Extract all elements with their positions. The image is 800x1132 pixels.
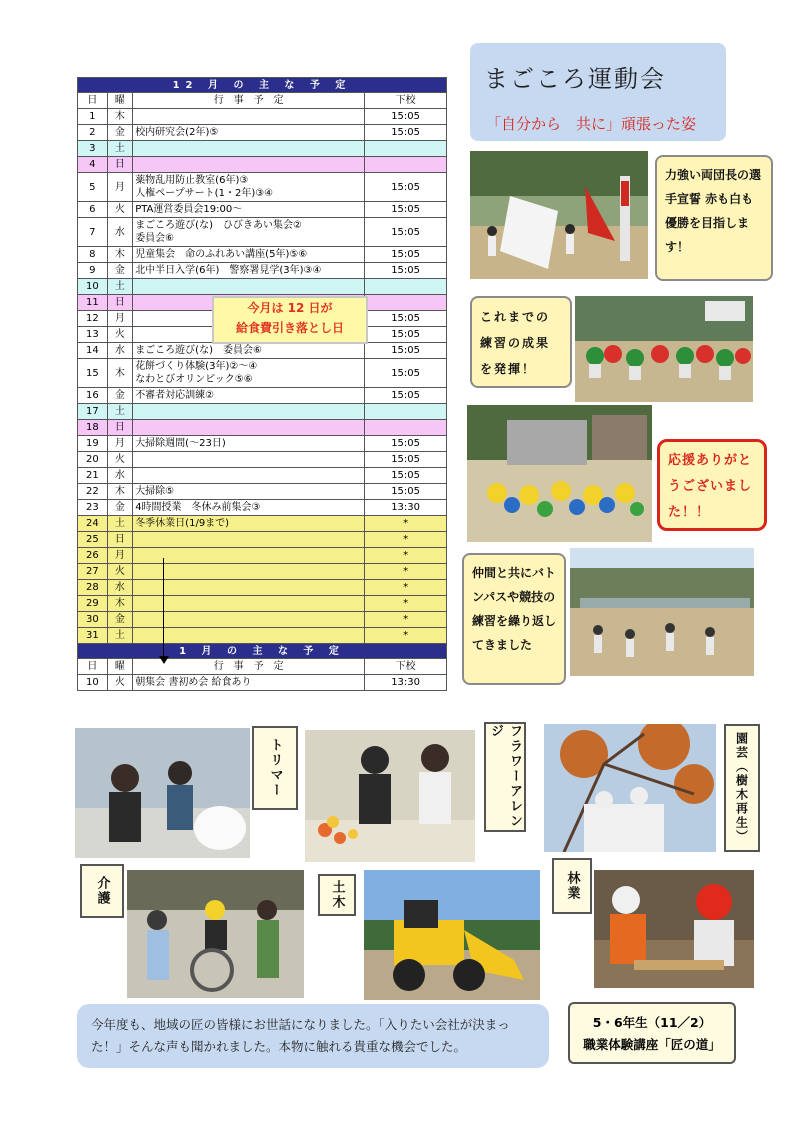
row-weekday: 土 — [107, 628, 133, 644]
row-weekday: 月 — [107, 436, 133, 452]
label-forestry: 林業 — [552, 858, 592, 914]
row-weekday: 木 — [107, 596, 133, 612]
closing-message: 今年度も、地域の匠の皆様にお世話になりました。「入りたい会社が決まった！」そんな声も聞かれました。本物に触れる貴重な機会でした。 — [77, 1004, 549, 1068]
row-weekday: 金 — [107, 500, 133, 516]
row-dismissal — [365, 295, 447, 311]
row-event: まごころ遊び(な) ひびきあい集会② 委員会⑥ — [133, 218, 365, 247]
row-weekday: 火 — [107, 452, 133, 468]
row-event — [133, 279, 365, 295]
row-event: 冬季休業日(1/9まで) — [133, 516, 365, 532]
row-day: 8 — [78, 247, 108, 263]
row-weekday: 日 — [107, 420, 133, 436]
row-day: 4 — [78, 157, 108, 173]
row-weekday: 水 — [107, 218, 133, 247]
row-day: 28 — [78, 580, 108, 596]
row-dismissal: 13:30 — [365, 500, 447, 516]
row-day: 1 — [78, 109, 108, 125]
row-day: 10 — [78, 675, 108, 691]
row-dismissal: 15:05 — [365, 484, 447, 500]
row-day: 7 — [78, 218, 108, 247]
row-day: 30 — [78, 612, 108, 628]
row-event — [133, 452, 365, 468]
schedule-row — [78, 109, 447, 125]
label-garden: 園芸（樹木再生） — [724, 724, 760, 852]
oath-note: 力強い両団長の選手宣誓 赤も白も優勝を目指します！ — [655, 155, 773, 281]
row-event — [133, 532, 365, 548]
row-day: 13 — [78, 327, 108, 343]
row-weekday: 木 — [107, 359, 133, 388]
row-weekday: 金 — [107, 263, 133, 279]
lunch-note-line2: 給食費引き落とし日 — [235, 321, 344, 335]
holiday-arrow-icon — [159, 656, 169, 664]
row-dismissal: 15:05 — [365, 311, 447, 327]
schedule-row — [78, 548, 447, 564]
schedule-row — [78, 612, 447, 628]
row-dismissal: * — [365, 564, 447, 580]
row-dismissal: * — [365, 548, 447, 564]
grade-line1: 5・6年生（11／2） — [592, 1015, 712, 1030]
row-dismissal: * — [365, 596, 447, 612]
row-day: 10 — [78, 279, 108, 295]
schedule-row — [78, 141, 447, 157]
label-trimmer: トリマー — [252, 726, 298, 810]
row-event: 花餅づくり体験(3年)②～④ なわとびオリンピック⑤⑥ — [133, 359, 365, 388]
row-weekday: 金 — [107, 612, 133, 628]
schedule-row — [78, 218, 447, 247]
row-weekday: 木 — [107, 484, 133, 500]
relay-note: 仲間と共にバトンパスや競技の練習を繰り返してきました — [462, 553, 566, 685]
january-title: 1 月 の 主 な 予 定 — [78, 644, 447, 659]
row-event: 朝集会 書初め会 給食あり — [133, 675, 365, 691]
garden-photo — [544, 724, 716, 852]
schedule-row — [78, 452, 447, 468]
row-weekday: 月 — [107, 311, 133, 327]
col-dismissal: 下校 — [365, 659, 447, 675]
row-event: 校内研究会(2年)⑤ — [133, 125, 365, 141]
row-day: 27 — [78, 564, 108, 580]
row-dismissal: 15:05 — [365, 468, 447, 484]
schedule-row — [78, 484, 447, 500]
row-day: 23 — [78, 500, 108, 516]
schedule-row — [78, 404, 447, 420]
row-dismissal — [365, 141, 447, 157]
row-event — [133, 109, 365, 125]
row-event: 不審者対応訓練② — [133, 388, 365, 404]
schedule-row — [78, 125, 447, 141]
row-dismissal: 15:05 — [365, 109, 447, 125]
schedule-row — [78, 157, 447, 173]
schedule-row — [78, 202, 447, 218]
col-day: 日 — [78, 93, 108, 109]
schedule-row — [78, 516, 447, 532]
row-weekday: 土 — [107, 279, 133, 295]
row-day: 2 — [78, 125, 108, 141]
label-flower: フラワーアレンジ — [484, 722, 526, 832]
row-event — [133, 628, 365, 644]
oath-photo — [470, 151, 648, 279]
label-care: 介護 — [80, 864, 124, 918]
row-day: 22 — [78, 484, 108, 500]
row-weekday: 日 — [107, 532, 133, 548]
row-event: 大掃除⑤ — [133, 484, 365, 500]
festival-title: まごころ運動会 — [484, 65, 666, 93]
schedule-row — [78, 388, 447, 404]
grade-line2: 職業体験講座「匠の道」 — [583, 1037, 721, 1052]
row-event: 大掃除週間(～23日) — [133, 436, 365, 452]
row-day: 24 — [78, 516, 108, 532]
festival-title-box — [470, 43, 726, 141]
schedule-row — [78, 675, 447, 691]
row-weekday: 火 — [107, 202, 133, 218]
row-dismissal: 15:05 — [365, 436, 447, 452]
row-event — [133, 580, 365, 596]
row-dismissal: 15:05 — [365, 327, 447, 343]
row-event — [133, 548, 365, 564]
row-dismissal: * — [365, 580, 447, 596]
row-dismissal: 15:05 — [365, 218, 447, 247]
col-dismissal: 下校 — [365, 93, 447, 109]
row-weekday: 木 — [107, 247, 133, 263]
row-event: PTA運営委員会19:00～ — [133, 202, 365, 218]
thanks-note: 応援ありがとうございました！！ — [657, 439, 767, 531]
schedule-row — [78, 468, 447, 484]
civil-photo — [364, 870, 540, 1000]
flower-photo — [305, 730, 475, 862]
row-day: 26 — [78, 548, 108, 564]
schedule-row — [78, 596, 447, 612]
row-dismissal — [365, 420, 447, 436]
col-weekday: 曜 — [107, 93, 133, 109]
row-weekday: 火 — [107, 564, 133, 580]
row-dismissal: 15:05 — [365, 125, 447, 141]
row-weekday: 金 — [107, 125, 133, 141]
schedule-table — [77, 77, 447, 691]
festival-subtitle: 「自分から 共に」頑張った姿 — [486, 115, 697, 133]
schedule-row — [78, 436, 447, 452]
row-day: 6 — [78, 202, 108, 218]
row-weekday: 日 — [107, 295, 133, 311]
forestry-photo — [594, 870, 754, 988]
row-day: 9 — [78, 263, 108, 279]
row-event — [133, 141, 365, 157]
row-event: まごころ遊び(な) 委員会⑥ — [133, 343, 365, 359]
row-event — [133, 596, 365, 612]
row-dismissal: 15:05 — [365, 452, 447, 468]
row-day: 17 — [78, 404, 108, 420]
holiday-arrow-line — [163, 558, 164, 660]
row-day: 11 — [78, 295, 108, 311]
row-weekday: 火 — [107, 327, 133, 343]
relay-photo — [570, 548, 754, 676]
row-weekday: 土 — [107, 141, 133, 157]
row-event: 薬物乱用防止教室(6年)③ 人権ペープサート(1・2年)③④ — [133, 173, 365, 202]
row-weekday: 火 — [107, 675, 133, 691]
schedule-row — [78, 564, 447, 580]
row-weekday: 水 — [107, 580, 133, 596]
schedule-row — [78, 628, 447, 644]
schedule-row — [78, 173, 447, 202]
col-weekday: 曜 — [107, 659, 133, 675]
row-dismissal: * — [365, 532, 447, 548]
row-day: 3 — [78, 141, 108, 157]
row-dismissal: 15:05 — [365, 263, 447, 279]
schedule-title: 12 月 の 主 な 予 定 — [78, 78, 447, 93]
row-event — [133, 157, 365, 173]
cheer-photo — [467, 405, 652, 542]
row-day: 12 — [78, 311, 108, 327]
col-event: 行 事 予 定 — [133, 93, 365, 109]
row-dismissal: 15:05 — [365, 173, 447, 202]
row-dismissal — [365, 404, 447, 420]
row-weekday: 土 — [107, 516, 133, 532]
row-weekday: 土 — [107, 404, 133, 420]
row-dismissal: 15:05 — [365, 359, 447, 388]
schedule-row — [78, 420, 447, 436]
row-weekday: 日 — [107, 157, 133, 173]
schedule-row — [78, 580, 447, 596]
schedule-row — [78, 343, 447, 359]
row-event — [133, 468, 365, 484]
row-weekday: 月 — [107, 173, 133, 202]
row-day: 18 — [78, 420, 108, 436]
row-day: 16 — [78, 388, 108, 404]
row-event — [133, 564, 365, 580]
row-dismissal: 13:30 — [365, 675, 447, 691]
schedule-row — [78, 263, 447, 279]
row-event: 北中半日入学(6年) 警察署見学(3年)③④ — [133, 263, 365, 279]
row-dismissal: * — [365, 516, 447, 532]
schedule-row — [78, 279, 447, 295]
row-dismissal: * — [365, 628, 447, 644]
row-weekday: 月 — [107, 548, 133, 564]
row-weekday: 金 — [107, 388, 133, 404]
row-day: 19 — [78, 436, 108, 452]
dance-photo — [575, 296, 753, 402]
schedule-row — [78, 359, 447, 388]
lunch-fee-note — [212, 296, 368, 344]
schedule-row — [78, 532, 447, 548]
row-day: 25 — [78, 532, 108, 548]
row-day: 14 — [78, 343, 108, 359]
grade-info-box — [568, 1002, 736, 1064]
row-day: 15 — [78, 359, 108, 388]
schedule-row — [78, 500, 447, 516]
row-weekday: 木 — [107, 109, 133, 125]
row-event — [133, 404, 365, 420]
row-dismissal: 15:05 — [365, 247, 447, 263]
practice-note: これまでの練習の成果を発揮！ — [470, 296, 572, 388]
care-photo — [127, 870, 304, 998]
row-event: 4時間授業 冬休み前集会③ — [133, 500, 365, 516]
schedule-row — [78, 247, 447, 263]
row-dismissal — [365, 279, 447, 295]
row-dismissal: 15:05 — [365, 202, 447, 218]
row-weekday: 水 — [107, 468, 133, 484]
row-day: 29 — [78, 596, 108, 612]
row-event — [133, 420, 365, 436]
row-dismissal — [365, 157, 447, 173]
lunch-note-line1: 今月は 12 日が — [247, 301, 333, 315]
col-day: 日 — [78, 659, 108, 675]
row-day: 5 — [78, 173, 108, 202]
row-dismissal: 15:05 — [365, 343, 447, 359]
row-day: 31 — [78, 628, 108, 644]
row-day: 20 — [78, 452, 108, 468]
row-event — [133, 612, 365, 628]
row-dismissal: * — [365, 612, 447, 628]
row-day: 21 — [78, 468, 108, 484]
row-weekday: 水 — [107, 343, 133, 359]
row-dismissal: 15:05 — [365, 388, 447, 404]
col-event: 行 事 予 定 — [133, 659, 365, 675]
row-event: 児童集会 命のふれあい講座(5年)⑤⑥ — [133, 247, 365, 263]
trimmer-photo — [75, 728, 250, 858]
label-civil: 土木 — [318, 874, 356, 916]
